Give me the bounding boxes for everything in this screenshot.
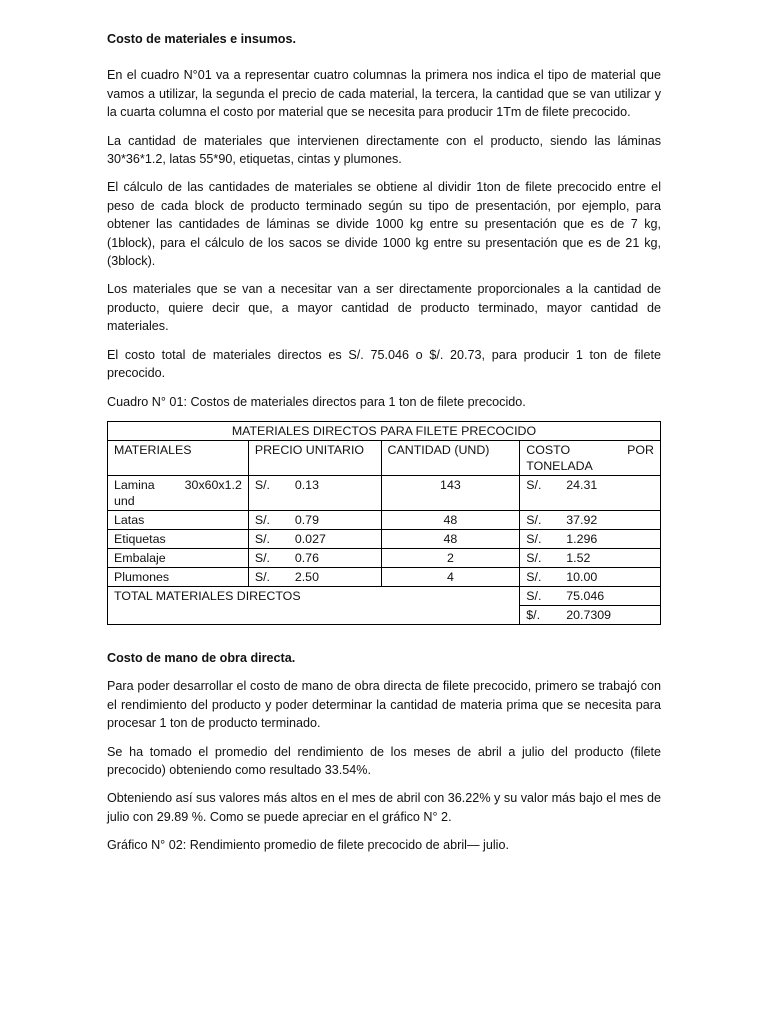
paragraph: En el cuadro N°01 va a representar cuatro columnas la primera nos indica el tipo de material que vamos a utilizar, la segunda el precio de cada material, la tercera, la cantidad que se van utilizar y la cuarta columna el costo por material que se necesita para producir 1Tm de filete precocido.	[107, 68, 661, 120]
chart-caption: Gráfico N° 02: Rendimiento promedio de filete precocido de abril— julio.	[107, 838, 509, 853]
cell-cantidad: 48	[381, 529, 520, 548]
header-precio: PRECIO UNITARIO	[248, 440, 381, 475]
header-costo: COSTO POR TONELADA	[520, 440, 661, 475]
cell-cantidad: 48	[381, 510, 520, 529]
cell-precio: S/. 0.13	[248, 475, 381, 510]
cell-costo: S/. 1.296	[520, 529, 661, 548]
cell-precio: S/. 0.027	[248, 529, 381, 548]
paragraph: La cantidad de materiales que intervienen directamente con el producto, siendo las láminas 30*36*1.2, latas 55*90, etiquetas, cintas y plumones.	[107, 133, 661, 167]
paragraph: Para poder desarrollar el costo de mano de obra directa de filete precocido, primero se trabajó con el rendimiento del producto y poder determinar la cantidad de materia prima que se necesita para procesar 1 ton de producto terminado.	[107, 679, 661, 731]
total-label: TOTAL MATERIALES DIRECTOS	[108, 586, 520, 624]
cell-material: Etiquetas	[108, 529, 249, 548]
total-dollar: $/. 20.7309	[520, 605, 661, 624]
cell-precio: S/. 0.79	[248, 510, 381, 529]
table-row	[108, 475, 661, 510]
paragraph: El cálculo de las cantidades de materiales se obtiene al dividir 1ton de filete precocido entre el peso de cada block de producto terminado según su tipo de presentación, por ejemplo, para obtener las cantidades de láminas se divide 1000 kg entre su presentación que es de 7 kg, (1block), para el cálculo de los sacos se divide 1000 kg entre su presentación que es de 21 kg, (3block).	[107, 180, 661, 269]
section-heading-materiales: Costo de materiales e insumos.	[107, 32, 296, 46]
section-heading-mano-obra: Costo de mano de obra directa.	[107, 650, 296, 665]
materials-table	[107, 421, 661, 625]
cell-material: Lamina 30x60x1.2 und	[108, 475, 249, 510]
table-row	[108, 510, 661, 529]
paragraph: Obteniendo así sus valores más altos en el mes de abril con 36.22% y su valor más bajo el mes de julio con 29.89 %. Como se puede apreciar en el gráfico N° 2.	[107, 791, 661, 824]
cell-material: Latas	[108, 510, 249, 529]
header-materiales: MATERIALES	[108, 440, 249, 475]
table-row	[108, 548, 661, 567]
cell-costo: S/. 10.00	[520, 567, 661, 586]
document-page	[107, 30, 661, 865]
paragraph: El costo total de materiales directos es S/. 75.046 o $/. 20.73, para producir 1 ton de filete precocido.	[107, 347, 661, 381]
cell-costo: S/. 37.92	[520, 510, 661, 529]
table-total-row	[108, 586, 661, 605]
cell-costo: S/. 24.31	[520, 475, 661, 510]
cell-precio: S/. 0.76	[248, 548, 381, 567]
paragraph: Se ha tomado el promedio del rendimiento de los meses de abril a julio del producto (filete precocido) obteniendo como resultado 33.54%.	[107, 744, 661, 777]
table-row	[108, 567, 661, 586]
table-title: MATERIALES DIRECTOS PARA FILETE PRECOCIDO	[108, 421, 661, 440]
total-sol: S/. 75.046	[520, 586, 661, 605]
cell-material: Plumones	[108, 567, 249, 586]
cell-cantidad: 143	[381, 475, 520, 510]
table-row	[108, 529, 661, 548]
table-caption: Cuadro N° 01: Costos de materiales directos para 1 ton de filete precocido.	[107, 394, 526, 409]
cell-costo: S/. 1.52	[520, 548, 661, 567]
cell-cantidad: 2	[381, 548, 520, 567]
cell-precio: S/. 2.50	[248, 567, 381, 586]
header-cantidad: CANTIDAD (UND)	[381, 440, 520, 475]
table-header-row	[108, 440, 661, 475]
paragraph: Los materiales que se van a necesitar van a ser directamente proporcionales a la cantidad de producto, quiere decir que, a mayor cantidad de producto terminado, mayor cantidad de materiales.	[107, 282, 661, 334]
cell-cantidad: 4	[381, 567, 520, 586]
cell-material: Embalaje	[108, 548, 249, 567]
